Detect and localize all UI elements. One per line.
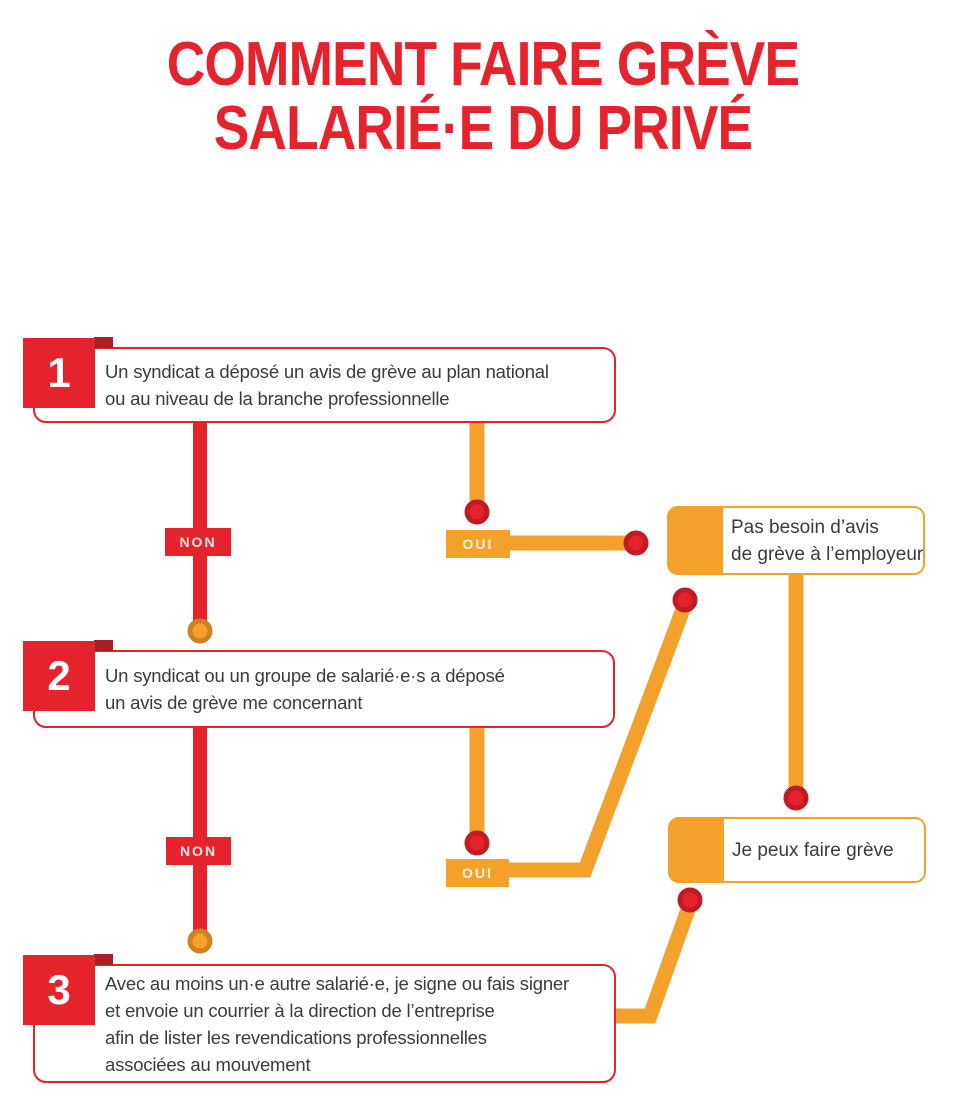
non-label-2: NON <box>166 837 231 865</box>
step-1-text-line-1: Un syndicat a déposé un avis de grève au plan national <box>105 361 549 382</box>
non-2-end-dot <box>190 931 210 951</box>
je-peux-top-dot <box>786 788 806 808</box>
step-3-ribbon-fold <box>94 954 113 965</box>
result-je-peux-line-1: Je peux faire grève <box>732 839 894 861</box>
oui-1-vertical-end-dot <box>467 502 487 522</box>
step-2-number: 2 <box>23 641 95 711</box>
step-2-ribbon-fold <box>94 640 113 651</box>
step-3-connector-line <box>610 904 690 1016</box>
title-line-1: COMMENT FAIRE GRÈVE <box>166 30 800 99</box>
step-1-ribbon-fold <box>94 337 113 348</box>
step-3-text-line-2: et envoie un courrier à la direction de l’entreprise <box>105 999 495 1021</box>
non-label-1: NON <box>165 528 231 556</box>
step-2-box <box>33 650 615 728</box>
oui-line-2-diagonal <box>503 604 685 870</box>
result-pas-besoin-line-2: de grève à l’employeur <box>731 543 924 565</box>
result-pas-besoin-line-1: Pas besoin d’avis <box>731 516 879 538</box>
title-line-2: SALARIÉ·E DU PRIVÉ <box>213 94 753 163</box>
non-1-end-dot <box>190 621 210 641</box>
result-box-pas-besoin <box>667 506 925 575</box>
step-3-number: 3 <box>23 955 95 1025</box>
result-tab-orange <box>667 506 723 575</box>
step-2-text-line-1: Un syndicat ou un groupe de salarié·e·s a déposé <box>105 665 505 686</box>
step-1-box <box>33 347 616 423</box>
step-3-text-line-4: associées au mouvement <box>105 1053 311 1075</box>
result-tab-orange <box>668 817 724 883</box>
step-3-text-line-3: afin de lister les revendications professionnelles <box>105 1026 487 1048</box>
step-3-box <box>33 964 616 1083</box>
oui-1-horizontal-end-dot <box>626 533 646 553</box>
step-1-text-line-2: ou au niveau de la branche professionnelle <box>105 388 450 409</box>
step-2-text-line-2: un avis de grève me concernant <box>105 692 363 713</box>
result-box-je-peux <box>668 817 926 883</box>
oui-2-vertical-end-dot <box>467 833 487 853</box>
pas-besoin-bottom-dot <box>675 590 695 610</box>
oui-label-2: OUI <box>446 859 509 887</box>
step-3-text-line-1: Avec au moins un·e autre salarié·e, je signe ou fais signer <box>105 972 569 994</box>
je-peux-bottom-dot <box>680 890 700 910</box>
oui-label-1: OUI <box>446 530 510 558</box>
step-1-number: 1 <box>23 338 95 408</box>
